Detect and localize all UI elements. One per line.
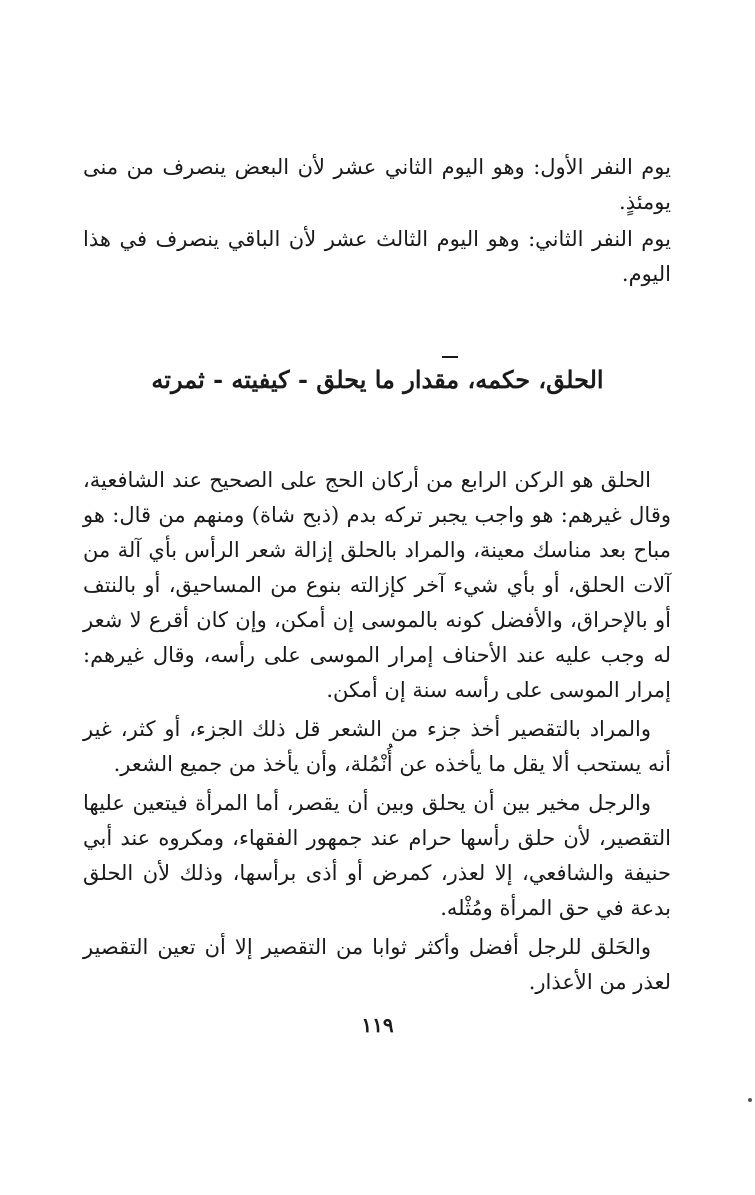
paragraph-preference: والحَلق للرجل أفضل وأكثر ثوابا من التقصير إلا أن تعين التقصير لعذر من الأعذار. xyxy=(83,935,671,994)
scan-speck xyxy=(748,1098,752,1102)
definition-second-nafr: يوم النفر الثاني: وهو اليوم الثالث عشر لأن الباقي ينصرف في هذا اليوم. xyxy=(83,227,671,286)
paragraph-taqsir-definition: والمراد بالتقصير أخذ جزء من الشعر قل ذلك الجزء، أو كثر، غير أنه يستحب ألا يقل ما يأخذه عن أُنْمُلة، وأن يأخذ من جميع الشعر. xyxy=(83,717,671,776)
page-number: ١١٩ xyxy=(361,1013,394,1037)
paragraph-man-woman-ruling: والرجل مخير بين أن يحلق وبين أن يقصر، أما المرأة فيتعين عليها التقصير، لأن حلق رأسها حرام عند جمهور الفقهاء، ومكروه عند أبي حنيفة والشافعي، إلا لعذر، كمرض أو أذى برأسها، وذلك لأن الحلق بدعة في حق المرأة ومُثْله. xyxy=(83,791,671,920)
heading-overline-mark xyxy=(442,356,458,358)
paragraph-halq-definition: الحلق هو الركن الرابع من أركان الحج على الصحيح عند الشافعية، وقال غيرهم: هو واجب يجبر تركه بدم (ذبح شاة) ومنهم من قال: هو مباح بعد مناسك معينة، والمراد بالحلق إزالة شعر الرأس بأي آلة من آلات الحلق، أو بأي شيء آخر كإزالته بنوع من المساحيق، أو بالنتف أو بالإحراق، والأفضل كونه بالموسى إن أمكن، وإن كان أقرع لا شعر له وجب عليه عند الأحناف إمرار الموسى على رأسه، وقال غيرهم: إمرار الموسى على رأسه سنة إن أمكن. xyxy=(83,468,671,702)
section-body xyxy=(83,463,671,1000)
definitions-block xyxy=(83,150,671,292)
definition-first-nafr: يوم النفر الأول: وهو اليوم الثاني عشر لأن البعض ينصرف من منى يومئذٍ. xyxy=(83,155,671,214)
section-heading: الحلق، حكمه، مقدار ما يحلق - كيفيته - ثمرته xyxy=(151,365,604,394)
